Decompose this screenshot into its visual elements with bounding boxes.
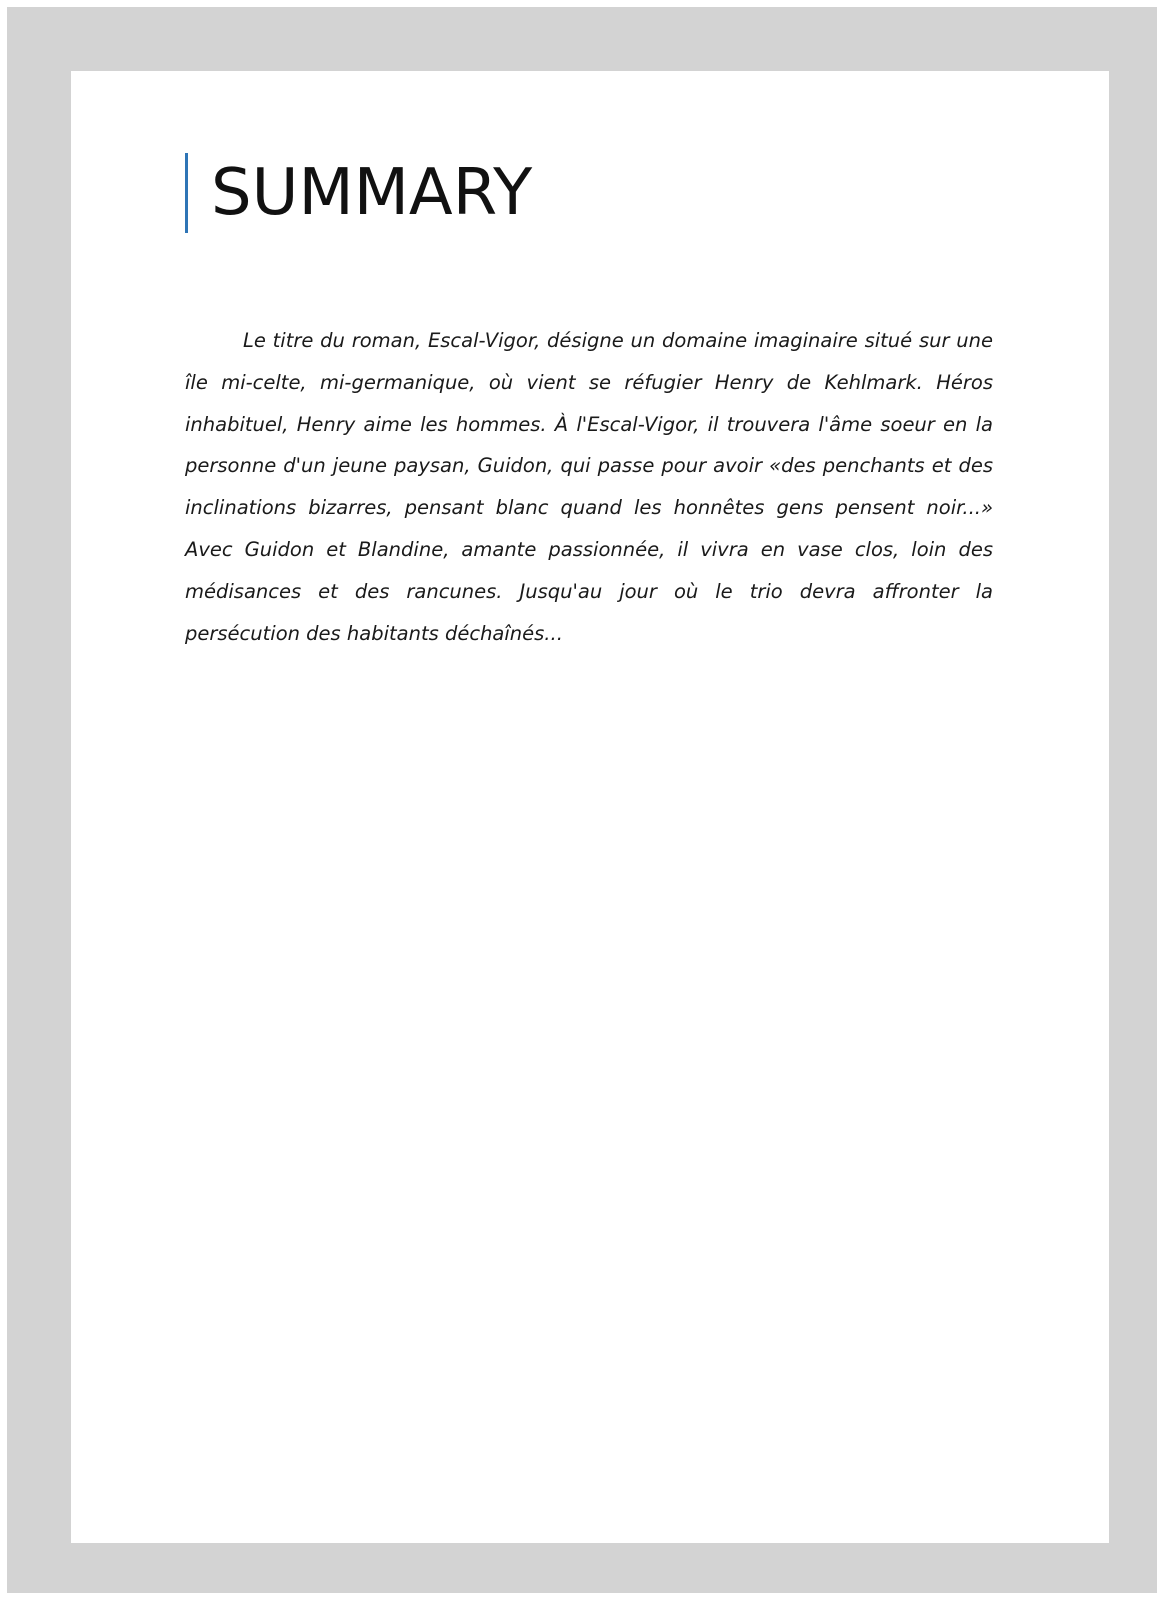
summary-paragraph: Le titre du roman, Escal-Vigor, désigne un domaine imaginaire situé sur une île mi-celte, mi-germanique, où vient se réfugier Henry de Kehlmark. Héros inhabituel, Henry aime les hommes. À l'Escal-Vigor, il trouvera l'âme soeur en la personne d'un jeune paysan, Guidon, qui passe pour avoir «des penchants et des inclinations bizarres, pensant blanc quand les honnêtes gens pensent noir...» Avec Guidon et Blandine, amante passionnée, il vivra en vase clos, loin des médisances et des rancunes. Jusqu'au jour où le trio devra affronter la persécution des habitants déchaînés... [185, 329, 993, 645]
page-title: SUMMARY [211, 156, 533, 230]
document-page [71, 71, 1109, 1543]
page-frame [7, 7, 1157, 1593]
title-accent-bar [185, 153, 188, 233]
